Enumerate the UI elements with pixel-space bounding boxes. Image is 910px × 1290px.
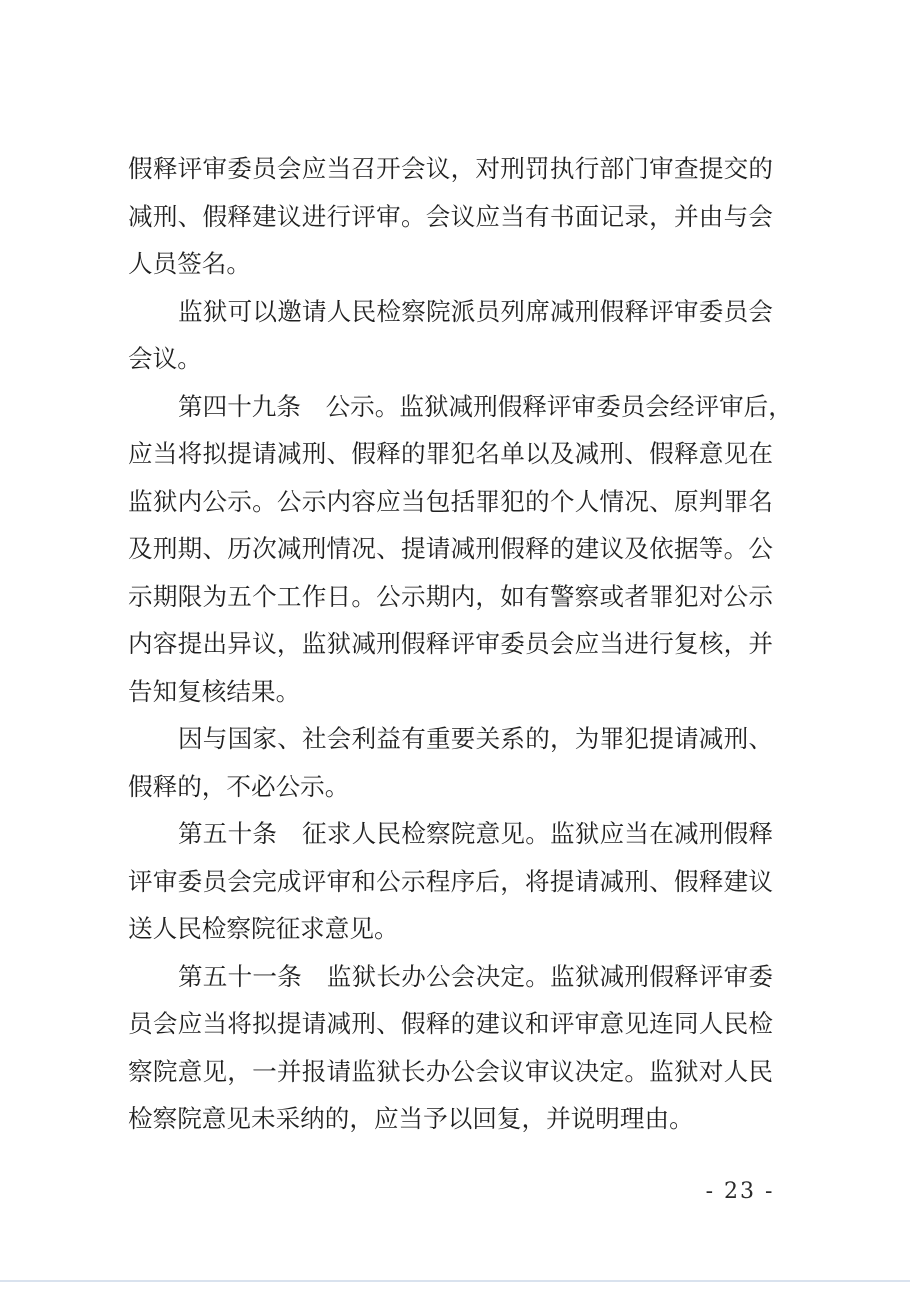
page-number: - 23 -	[705, 1179, 775, 1204]
text-line: 人员签名。	[128, 249, 251, 278]
text-line: 监狱内公示。公示内容应当包括罪犯的个人情况、原判罪名	[128, 486, 773, 516]
text-line: 内容提出异议，监狱减刑假释评审委员会应当进行复核，并	[128, 629, 773, 658]
text-line: 示期限为五个工作日。公示期内，如有警察或者罪犯对公示	[128, 581, 773, 611]
text-line: 及刑期、历次减刑情况、提请减刑假释的建议及依据等。公	[128, 534, 773, 563]
text-line: 察院意见，一并报请监狱长办公会议审议决定。监狱对人民	[128, 1056, 773, 1086]
text-line: 因与国家、社会利益有重要关系的，为罪犯提请减刑、	[178, 724, 773, 753]
text-line: 减刑、假释建议进行评审。会议应当有书面记录，并由与会	[128, 201, 773, 231]
article-51-heading-line: 第五十一条 监狱长办公会决定。监狱减刑假释评审委	[178, 961, 773, 991]
article-49-heading-line: 第四十九条 公示。监狱减刑假释评审委员会经评审后，	[178, 391, 793, 421]
text-line: 评审委员会完成评审和公示程序后，将提请减刑、假释建议	[128, 866, 773, 896]
text-line: 假释的，不必公示。	[128, 771, 350, 801]
text-line: 告知复核结果。	[128, 676, 301, 706]
text-line: 送人民检察院征求意见。	[128, 914, 399, 943]
scan-bottom-edge	[0, 1280, 910, 1282]
text-line: 员会应当将拟提请减刑、假释的建议和评审意见连同人民检	[128, 1009, 773, 1038]
document-body	[128, 145, 793, 1143]
article-50-heading-line: 第五十条 征求人民检察院意见。监狱应当在减刑假释	[178, 819, 773, 848]
text-line: 监狱可以邀请人民检察院派员列席减刑假释评审委员会	[178, 296, 773, 326]
text-line: 应当将拟提请减刑、假释的罪犯名单以及减刑、假释意见在	[128, 439, 773, 468]
text-line: 假释评审委员会应当召开会议，对刑罚执行部门审查提交的	[128, 154, 773, 183]
text-line: 会议。	[128, 344, 202, 373]
text-line: 检察院意见未采纳的，应当予以回复，并说明理由。	[128, 1104, 694, 1133]
